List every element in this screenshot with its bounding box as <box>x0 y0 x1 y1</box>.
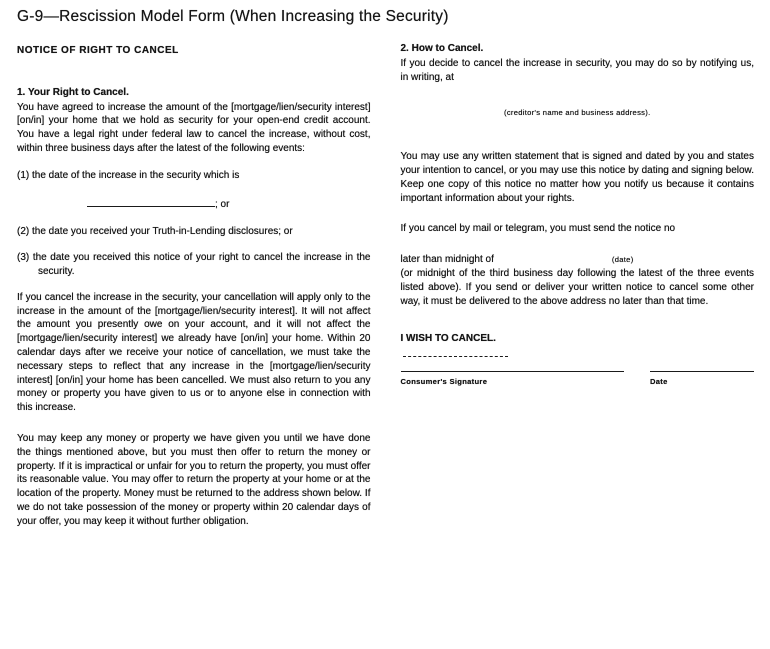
midnight-date-row <box>401 253 755 267</box>
keep-money-paragraph: You may keep any money or property we have given you until we have done the things mentioned above, but you must then offer to return the money or property. If it is impractical or unfair for you to return the property, you must offer its reasonable value. You may offer to return the property at your home or at the location of the property. Money must be returned to the address shown below. If we do not take possession of the money or property within 20 calendar days of your offer, you may keep it without further obligation. <box>17 432 371 527</box>
section-2-title: 2. How to Cancel. <box>400 43 484 54</box>
notice-of-right-heading: NOTICE OF RIGHT TO CANCEL <box>17 45 179 56</box>
cancellation-effect-paragraph: If you cancel the increase in the security, your cancellation will apply only to the increase in the amount of the [mortgage/lien/security interest]. It will not affect the amount you presently owe on your account, and it will not affect the [mortgage/lien/security interest] we already have [on/in] your home. Within 20 calendar days after we receive your notice of cancellation, we must take the necessary steps to reflect that any increase in the [mortgage/lien/security interest] [on/in] your home has been cancelled. We must also return to you any money or property you have given to us or to anyone else in connection with this increase. <box>17 291 371 414</box>
date-caption: (date) <box>611 255 634 265</box>
notify-us-paragraph: If you decide to cancel the increase in security, you may do so by notifying us, in writing, at <box>400 57 754 83</box>
document-title: G-9—Rescission Model Form (When Increasing the Security) <box>17 8 449 25</box>
date-field <box>650 371 754 389</box>
date-label: Date <box>650 377 668 387</box>
right-column <box>401 42 755 389</box>
event-item-1: (1) the date of the increase in the security which is <box>17 169 240 181</box>
third-business-day-paragraph: (or midnight of the third business day following the latest of the three events listed above). If you send or deliver your written notice to cancel some other way, it must be delivered to the above address no later than that time. <box>400 267 754 307</box>
cancel-dashed-line <box>403 356 508 357</box>
midnight-text: later than midnight of <box>400 254 494 266</box>
left-column <box>17 42 371 542</box>
or-suffix: ; or <box>215 198 230 210</box>
event-item-2: (2) the date you received your Truth-in-Lending disclosures; or <box>17 226 293 238</box>
right-to-cancel-intro-paragraph: You have agreed to increase the amount of the [mortgage/lien/security interest] [on/in] your home that we hold as security for your open-end credit account. You have a legal right under federal law to cancel the increase, without cost, within three business days after the latest of the following events: <box>17 101 371 154</box>
event-item-3: (3) the date you received this notice of your right to cancel the increase in the security. <box>17 252 371 277</box>
section-1-title: 1. Your Right to Cancel. <box>17 86 129 98</box>
signature-block <box>401 371 755 389</box>
two-column-body <box>17 42 754 542</box>
wish-to-cancel-statement: I WISH TO CANCEL. <box>400 333 496 345</box>
increase-date-blank-row <box>87 198 371 212</box>
increase-date-fill-line <box>87 198 215 207</box>
creditor-address-caption: (creditor's name and business address). <box>503 108 651 118</box>
signature-field <box>401 371 625 389</box>
written-statement-paragraph: You may use any written statement that is signed and dated by you and states your intention to cancel, or you may use this notice by dating and signing below. Keep one copy of this notice no matter how you notify us because it contains important information about your rights. <box>400 151 754 204</box>
signature-label: Consumer's Signature <box>400 377 488 387</box>
mail-or-telegram-paragraph: If you cancel by mail or telegram, you must send the notice no <box>400 223 676 235</box>
